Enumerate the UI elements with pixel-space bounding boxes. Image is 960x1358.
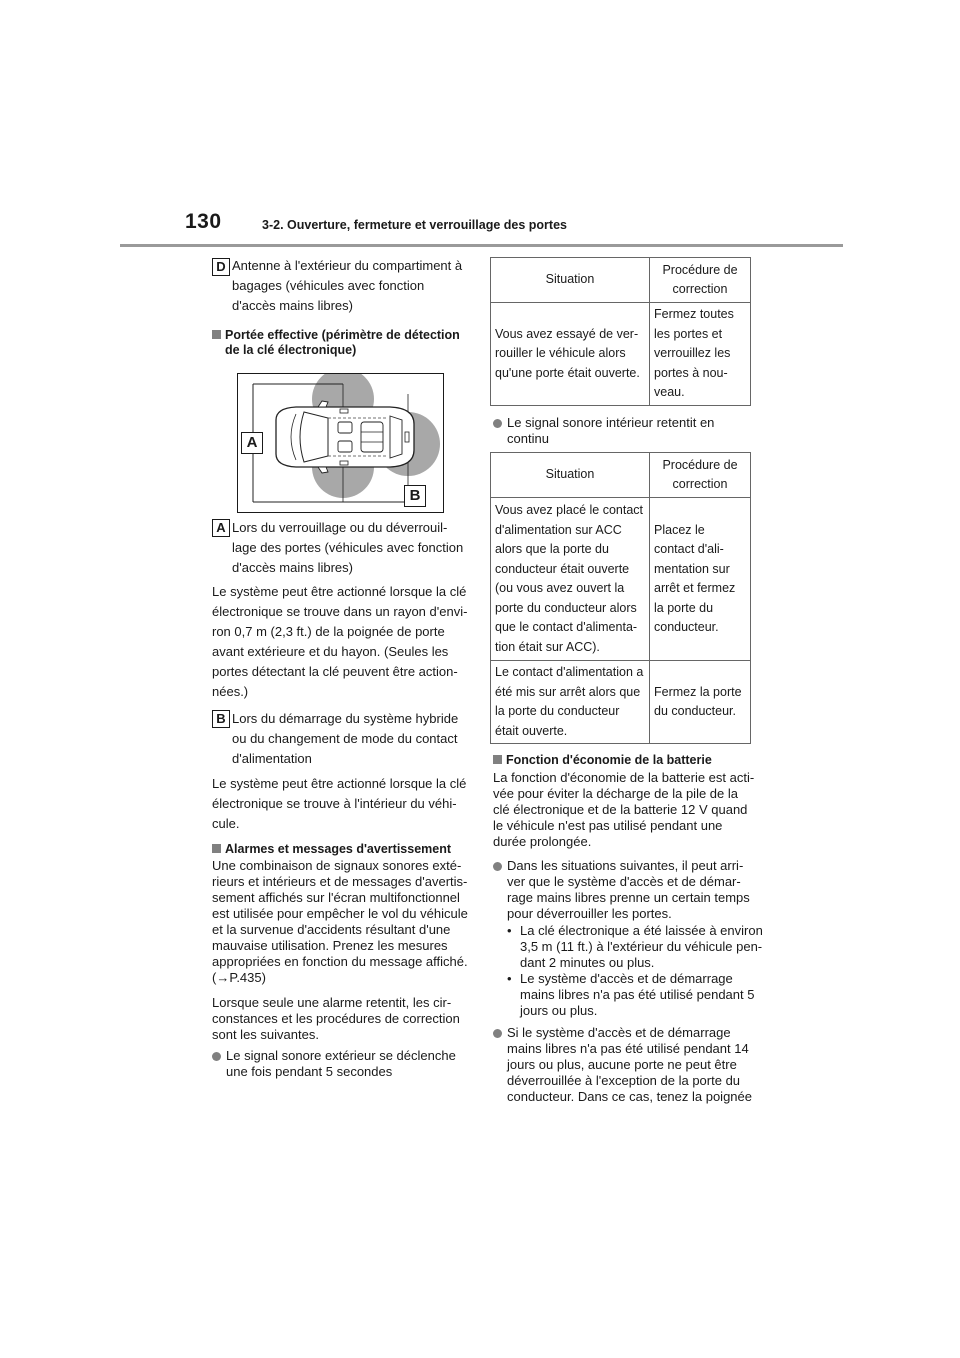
line: ron 0,7 m (2,3 ft.) de la poignée de porte [212,624,445,639]
bullet-icon [493,419,502,428]
line: conducteur. [654,620,719,634]
para-a [212,582,482,702]
situation-cell [491,661,650,744]
bullet-icon [493,1029,502,1038]
line: jours ou plus. [520,1003,598,1018]
line: Lorsque seule une alarme retentit, les cir- [212,995,452,1010]
badge-d: D [212,258,230,276]
line: Dans les situations suivantes, il peut arri- [507,858,744,873]
line: Antenne à l'extérieur du compartiment à [232,258,463,273]
line: les portes et [654,326,723,341]
battery-heading [493,753,763,768]
header-text: Situation [545,272,595,287]
header-text: Procédure de [662,457,738,472]
line: la porte du [654,600,714,615]
line: est utilisée pour empêcher le vol du véhicule [212,906,468,921]
line: rieurs et intérieurs et de messages d'avertis- [212,874,468,889]
para-b [212,774,482,834]
table-header-situation [491,258,650,303]
table-header-procedure [650,258,751,303]
line: mentation sur [654,561,730,576]
bullet-14-days [507,1025,763,1105]
line: rage mains libres prenne un certain temps [507,890,750,905]
line: cule. [212,816,240,831]
line: Une combinaison de signaux sonores exté- [212,858,462,873]
line: (ou vous avez ouvert la [495,581,625,595]
bullet-ext [226,1048,482,1080]
line: qu'une porte était ouverte. [495,365,640,380]
procedure-cell [650,498,751,661]
table-row [491,498,751,661]
bullet-icon [493,862,502,871]
line: jours ou plus, aucune porte ne peut être [507,1057,737,1072]
situation-cell [491,498,650,661]
line: d'alimentation [232,751,312,766]
line: mains libres n'a pas été utilisé pendant 14 [507,1041,749,1056]
line: constances et les procédures de correction [212,1011,460,1026]
procedure-table-1 [490,257,751,406]
heading-square-icon [212,844,221,853]
heading-text: de la clé électronique) [225,343,357,357]
table-row [491,303,751,406]
line: contact d'ali- [654,542,724,556]
procedure-cell [650,303,751,406]
line: 3,5 m (11 ft.) à l'extérieur du véhicule pen- [520,939,763,954]
badge-b: B [212,710,230,728]
line: d'accès mains libres) [232,298,353,313]
procedure-cell [650,661,751,744]
detection-range-figure [237,373,444,513]
battery-para [493,770,763,850]
heading-text: Fonction d'économie de la batterie [506,753,712,767]
heading-square-icon [212,330,221,339]
alarm-para [212,858,482,986]
line: et la survenue d'accidents résultant d'une [212,922,451,937]
alarm-heading [212,842,482,857]
heading-text: Portée effective (périmètre de détection [225,328,460,342]
bullet-icon [212,1052,221,1061]
line: déverrouillée à l'exception de la porte du [507,1073,741,1088]
bullet-int [507,415,757,447]
line: une fois pendant 5 secondes [226,1064,393,1079]
line: ou du changement de mode du contact [232,731,458,746]
range-heading [212,328,482,358]
line: sement affichés sur l'écran multifonctionnel [212,890,460,905]
line: nées.) [212,684,249,699]
line: Lors du verrouillage ou du déverrouil- [232,520,448,535]
line: lage des portes (véhicules avec fonction [232,540,464,555]
table-row [491,661,751,744]
item-b-text [232,709,472,769]
line: mauvaise utilisation. Prenez les mesures [212,938,448,953]
line: électronique se trouve à l'intérieur du véhi- [212,796,457,811]
line: était ouverte. [495,723,568,738]
line: d'accès mains libres) [232,560,353,575]
line: La clé électronique a été laissée à environ [520,923,763,938]
line: verrouillez les [654,346,731,361]
line: La fonction d'économie de la batterie est acti- [493,770,755,785]
line: arrêt et fermez [654,581,736,595]
line: Si le système d'accès et de démarrage [507,1025,731,1040]
line: Le système d'accès et de démarrage [520,971,733,986]
sub-bullet-icon: • [507,971,512,986]
line: Lors du démarrage du système hybride [232,711,459,726]
line: tion était sur ACC). [495,639,600,654]
line: Fermez toutes [654,307,734,322]
sub-bullet-2 [520,971,765,1019]
section-title: 3-2. Ouverture, fermeture et verrouillage des portes [262,218,567,232]
line: Placez le [654,522,705,537]
line: Le contact d'alimentation a [495,665,644,679]
page-reference-link[interactable]: (→P.435) [212,970,266,985]
line: Vous avez placé le contact [495,503,644,517]
line: dant 2 minutes ou plus. [520,955,655,970]
table-header-situation [491,453,650,498]
line: le véhicule n'est pas utilisé pendant une [493,818,723,833]
line: conducteur était ouverte [495,561,630,576]
line: pour déverrouiller les portes. [507,906,672,921]
sub-bullet-1 [520,923,765,971]
sub-bullet-icon: • [507,923,512,938]
line: alors que la porte du [495,542,609,556]
line: été mis sur arrêt alors que [495,684,641,699]
line: portes détectant la clé peuvent être action- [212,664,458,679]
line: veau. [654,385,685,400]
line: mains libres n'a pas été utilisé pendant 5 [520,987,755,1002]
line: électronique se trouve dans un rayon d'envi- [212,604,468,619]
header-text: correction [672,282,728,296]
line: continu [507,431,549,446]
line: Le signal sonore intérieur retentit en [507,415,715,430]
heading-square-icon [493,755,502,764]
line: d'alimentation sur ACC [495,522,622,537]
line: clé électronique et de la batterie 12 V quand [493,802,748,817]
figure-label-b: B [404,485,426,507]
line: la porte du conducteur [495,704,620,718]
header-text: Situation [545,467,595,482]
line: appropriées en fonction du message affiché. [212,954,468,969]
table-header-procedure [650,453,751,498]
badge-a: A [212,519,230,537]
line: Le système peut être actionné lorsque la clé [212,776,467,791]
alarm-para2 [212,995,482,1043]
item-d-text [232,256,472,316]
header-rule [120,244,843,247]
line: porte du conducteur alors [495,600,637,615]
line: sont les suivantes. [212,1027,319,1042]
figure-label-a: A [241,432,263,454]
line: vée pour éviter la décharge de la pile de la [493,786,738,801]
bullet-situations [507,858,763,922]
line: du conducteur. [654,704,737,718]
line: Vous avez essayé de ver- [495,326,639,341]
line: bagages (véhicules avec fonction [232,278,425,293]
line: Le système peut être actionné lorsque la clé [212,584,467,599]
situation-cell [491,303,650,406]
line: Fermez la porte [654,684,742,699]
page-number: 130 [185,210,222,233]
header-text: Procédure de [662,262,738,277]
line: que le contact d'alimenta- [495,620,638,634]
line: ver que le système d'accès et de démar- [507,874,741,889]
line: Le signal sonore extérieur se déclenche [226,1048,456,1063]
header-text: correction [672,477,728,491]
line: durée prolongée. [493,834,592,849]
procedure-table-2 [490,452,751,744]
heading-text: Alarmes et messages d'avertissement [225,842,452,856]
item-a-text [232,518,472,578]
line: rouiller le véhicule alors [495,346,626,361]
line: conducteur. Dans ce cas, tenez la poignée [507,1089,752,1104]
line: avant extérieure et du hayon. (Seules les [212,644,449,659]
line: portes à nou- [654,365,728,380]
